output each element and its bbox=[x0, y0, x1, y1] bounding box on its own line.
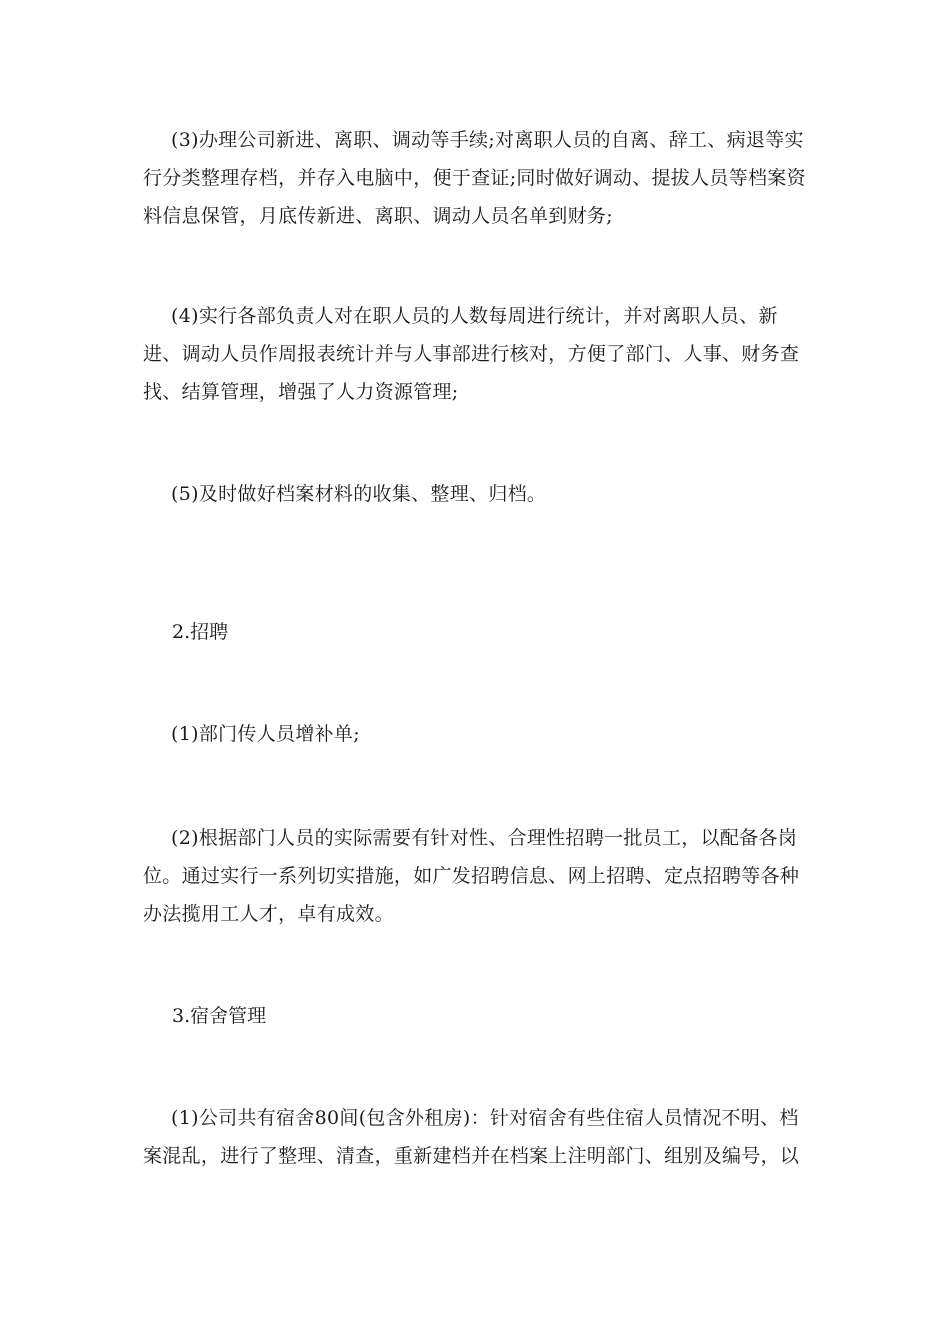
paragraph-staff-request: (1)部门传人员增补单; bbox=[171, 723, 360, 745]
paragraph-weekly-statistics: (4)实行各部负责人对在职人员的人数每周进行统计，并对离职人员、新进、调动人员作周报表统计并与人事部进行核对，方便了部门、人事、财务查找、结算管理，增强了人力资源管理; bbox=[143, 305, 800, 403]
paragraph-recruitment-measures: (2)根据部门人员的实际需要有针对性、合理性招聘一批员工，以配备各岗位。通过实行一系列切实措施，如广发招聘信息、网上招聘、定点招聘等各种办法揽用工人才，卓有成效。 bbox=[143, 827, 800, 925]
section-heading-recruitment: 2.招聘 bbox=[172, 621, 229, 643]
section-heading-dormitory: 3.宿舍管理 bbox=[172, 1005, 267, 1027]
paragraph-archive-collection: (5)及时做好档案材料的收集、整理、归档。 bbox=[171, 483, 547, 505]
paragraph-archive-procedures: (3)办理公司新进、离职、调动等手续;对离职人员的自离、辞工、病退等实行分类整理存档，并存入电脑中，便于查证;同时做好调动、提拔人员等档案资料信息保管，月底传新进、离职、调动人员名单到财务; bbox=[143, 129, 806, 227]
paragraph-dormitory-count: (1)公司共有宿舍80间(包含外租房)：针对宿舍有些住宿人员情况不明、档案混乱，进行了整理、清查，重新建档并在档案上注明部门、组别及编号，以 bbox=[143, 1107, 800, 1167]
